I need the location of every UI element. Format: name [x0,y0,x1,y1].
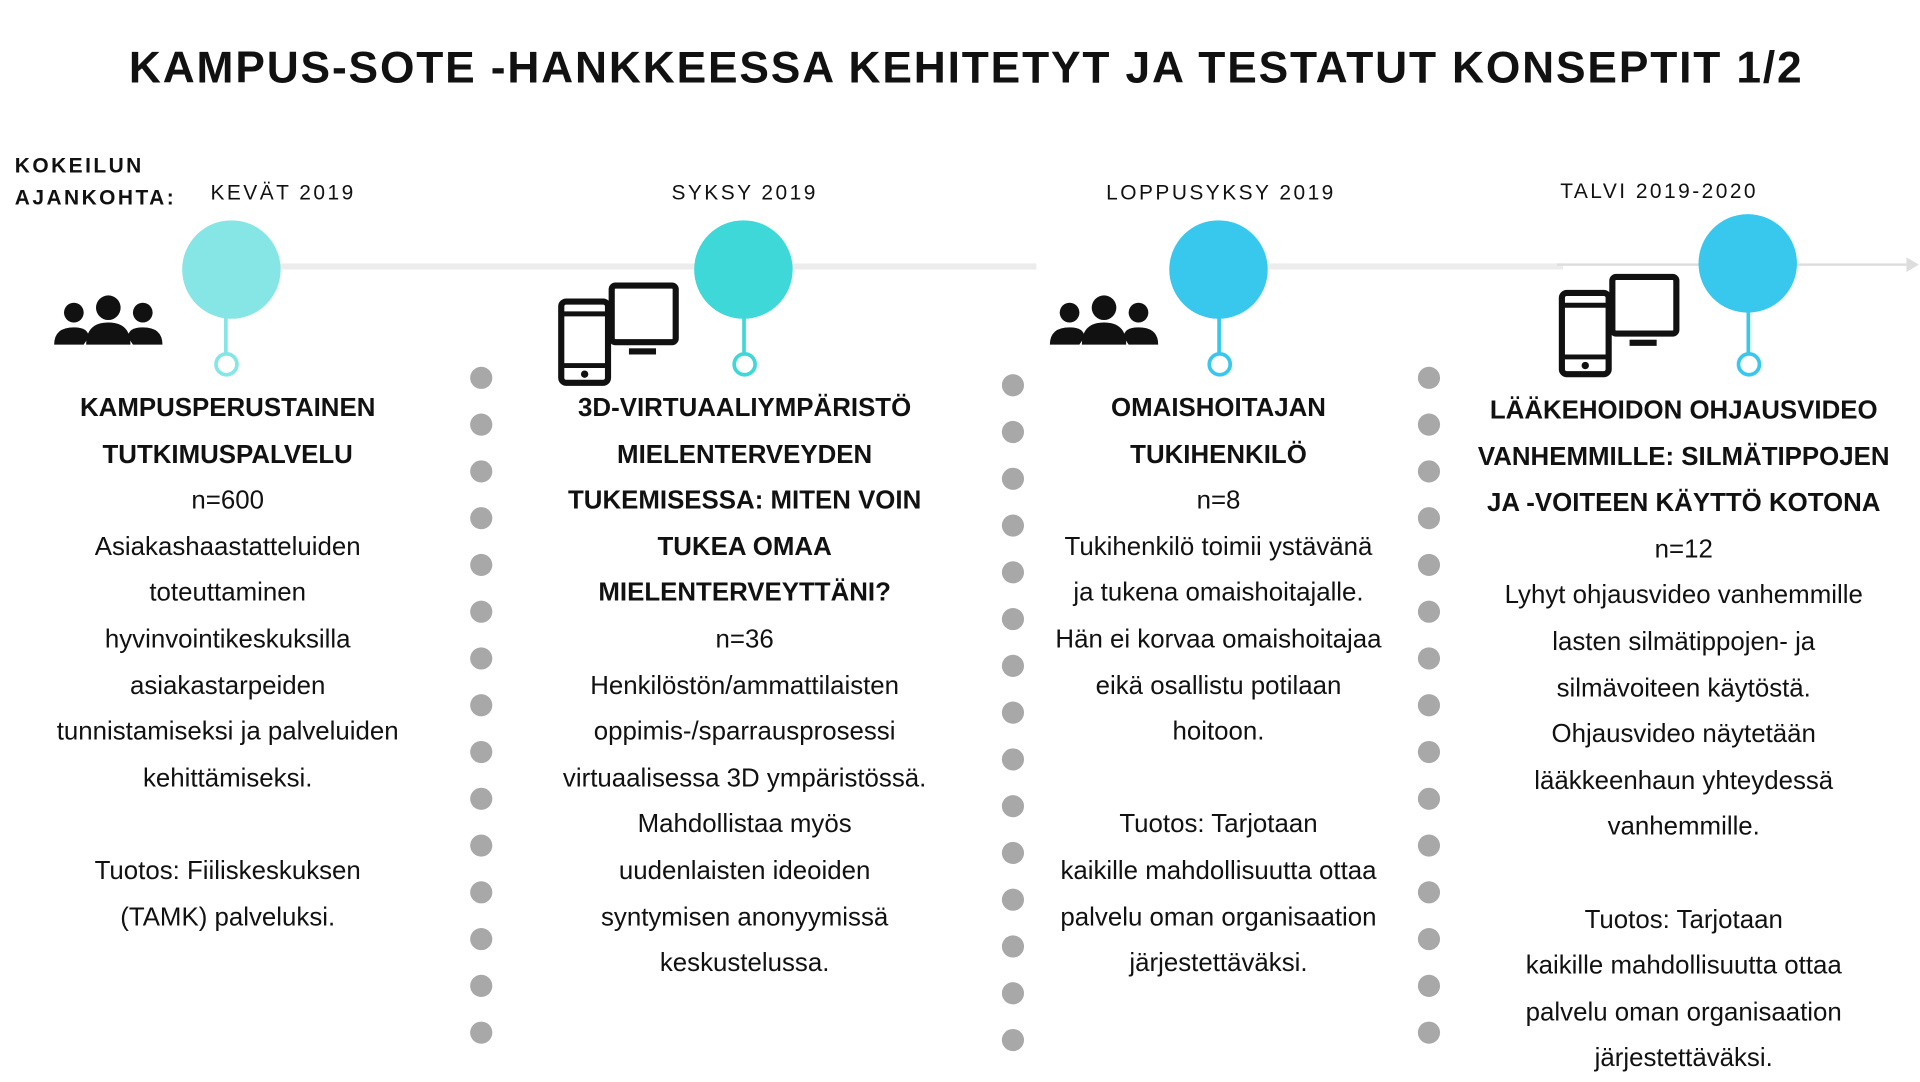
separator-dot [1418,928,1440,950]
timing-label-line1: KOKEILUN [14,153,144,178]
separator-dot [1418,601,1440,623]
concept-column-1 [12,385,443,940]
description-line: kaikille mahdollisuutta ottaa [1525,951,1842,980]
description-line: lääkkeenhaun yhteydessä [1534,766,1834,795]
separator-dot [1418,881,1440,903]
node-stem [742,318,746,355]
sample-size: n=8 [1196,486,1241,515]
description-line: Asiakashaastatteluiden [94,532,361,561]
description-line: syntymisen anonyymissä [600,902,889,932]
concept-heading-line: TUKEA OMAA [657,532,832,561]
node-stem [1217,318,1221,355]
concept-heading-line: TUKEMISESSA: MITEN VOIN [567,486,922,515]
separator-dot [470,694,492,716]
timeline-node-1 [182,220,280,318]
description-line: Hän ei korvaa omaishoitajaa [1055,625,1382,654]
concept-heading-line: JA -VOITEEN KÄYTTÖ KOTONA [1486,488,1881,518]
separator-dot [1418,694,1440,716]
concept-heading-line: TUTKIMUSPALVELU [102,440,353,469]
concept-heading-line: LÄÄKEHOIDON OHJAUSVIDEO [1489,396,1878,425]
concept-heading-line: KAMPUSPERUSTAINEN [80,393,376,423]
description-line: Tuotos: Tarjotaan [1119,810,1318,839]
separator-dot [1418,741,1440,763]
description-line: eikä osallistu potilaan [1095,671,1342,700]
period-1: KEVÄT 2019 [210,180,356,205]
description-line: hyvinvointikeskuksilla [104,625,351,654]
concept-heading-line: 3D-VIRTUAALIYMPÄRISTÖ [578,393,912,423]
separator-dot [470,647,492,669]
sample-size: n=600 [191,486,264,515]
separator-dot [1418,788,1440,810]
description-line: uudenlaisten ideoiden [618,856,871,885]
period-3: LOPPUSYKSY 2019 [1106,180,1336,205]
separator-dot [1418,554,1440,576]
concept-heading-line: VANHEMMILLE: SILMÄTIPPOJEN [1477,442,1890,471]
description-line: ja tukena omaishoitajalle. [1073,578,1364,608]
description-line: kaikille mahdollisuutta ottaa [1060,856,1377,885]
description-line: järjestettäväksi. [1129,949,1308,978]
separator-dot [1418,647,1440,669]
description-line: asiakastarpeiden [129,671,326,700]
dotted-separator [1418,367,1440,1069]
description-line [12,802,443,848]
description-line: järjestettäväksi. [1594,1044,1773,1073]
separator-dot [470,367,492,389]
description-line [1022,755,1416,801]
separator-dot [470,834,492,856]
timeline-node-4 [1699,214,1797,312]
page-title: KAMPUS-SOTE -HANKKEESSA KEHITETYT JA TESTATUT KONSEPTIT 1/2 [128,41,1804,93]
description-line: Mahdollistaa myös [637,810,852,839]
description-line: Tukihenkilö toimii ystävänä [1064,532,1373,561]
description-line: Tuotos: Tarjotaan [1584,905,1783,934]
dotted-separator [470,367,492,1069]
separator-dot [470,741,492,763]
timeline-node-2 [694,220,792,318]
description-line: lasten silmätippojen- ja [1552,627,1816,656]
description-line: toteuttaminen [149,578,307,608]
phone-monitor-icon [1558,273,1681,379]
separator-dot [470,1022,492,1044]
people-group-icon [1047,293,1160,347]
node-ring [214,352,239,377]
node-ring [1207,352,1232,377]
sample-size: n=12 [1654,535,1713,564]
separator-dot [470,507,492,529]
separator-dot [1002,1029,1024,1051]
description-line: tunnistamiseksi ja palveluiden [56,717,399,747]
separator-dot [1418,834,1440,856]
concept-heading-line: MIELENTERVEYTTÄNI? [598,578,891,608]
node-stem [1747,311,1751,353]
people-group-icon [52,293,165,347]
concept-column-2 [517,385,972,987]
period-2: SYKSY 2019 [671,180,818,205]
concept-heading-line: OMAISHOITAJAN [1111,393,1326,423]
concept-column-4 [1442,388,1920,1082]
separator-dot [1418,367,1440,389]
description-line: Henkilöstön/ammattilaisten [590,671,900,700]
separator-dot [470,975,492,997]
description-line: palvelu oman organisaation [1060,902,1377,932]
arrow-head-icon [1907,257,1919,272]
separator-dot [470,414,492,436]
separator-dot [470,881,492,903]
separator-dot [470,554,492,576]
separator-dot [470,460,492,482]
description-line: vanhemmille. [1607,812,1760,842]
node-stem [224,318,228,355]
node-ring [732,352,757,377]
concept-column-3 [1022,385,1416,987]
description-line: silmävoiteen käytöstä. [1556,673,1811,703]
description-line: Tuotos: Fiiliskeskuksen [94,856,361,885]
node-ring [1737,352,1762,377]
description-line: Ohjausvideo näytetään [1551,720,1816,749]
timeline-node-3 [1169,220,1267,318]
period-4: TALVI 2019-2020 [1560,179,1759,204]
separator-dot [1418,975,1440,997]
separator-dot [1418,460,1440,482]
separator-dot [1418,414,1440,436]
timeline-line [271,263,1037,269]
separator-dot [470,601,492,623]
sample-size: n=36 [715,625,774,654]
description-line: oppimis-/sparrausprosessi [593,717,896,747]
separator-dot [470,788,492,810]
description-line [1442,850,1920,896]
phone-monitor-icon [558,282,681,388]
concept-heading-line: MIELENTERVEYDEN [617,440,873,469]
timeline-line [1268,263,1563,269]
separator-dot [470,928,492,950]
description-line: Lyhyt ohjausvideo vanhemmille [1504,581,1863,610]
description-line: palvelu oman organisaation [1525,997,1842,1027]
timing-label-line2: AJANKOHTA: [14,185,177,210]
description-line: keskustelussa. [659,949,830,978]
separator-dot [1418,507,1440,529]
description-line: (TAMK) palveluksi. [120,902,336,932]
description-line: virtuaalisessa 3D ympäristössä. [562,764,927,793]
description-line: kehittämiseksi. [142,764,313,793]
concept-heading-line: TUKIHENKILÖ [1130,440,1307,469]
description-line: hoitoon. [1172,717,1265,747]
separator-dot [1418,1022,1440,1044]
